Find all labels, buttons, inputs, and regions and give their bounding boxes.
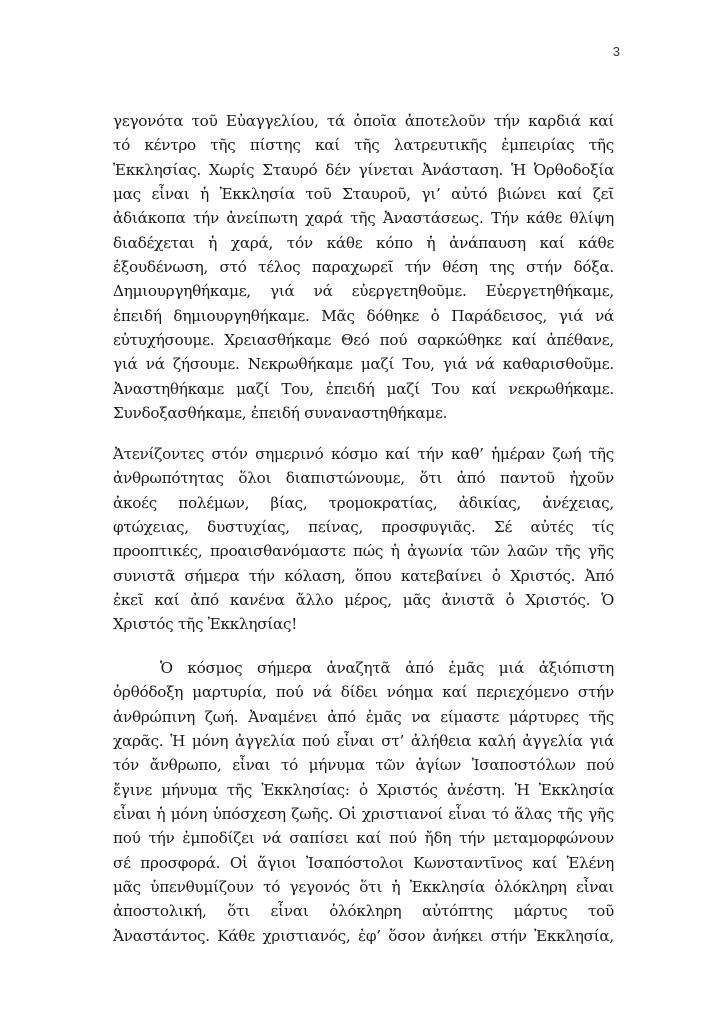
text-line: ἔγινε μήνυμα τῆς Ἐκκλησίας: ὁ Χριστός ἀνέστη. Ἡ Ἐκκλησία [113,780,614,799]
text-line: εἶναι ἡ μόνη ὑπόσχεση ζωῆς. Οἱ χριστιανοί εἶναι τό ἅλας τῆς γῆς [113,805,614,824]
text-line: ὀρθόδοξη μαρτυρία, πού νά δίδει νόημα καί περιεχόμενο στήν [113,683,614,702]
paragraph [113,656,614,948]
paragraph [113,442,614,637]
page-number: 3 [612,44,620,59]
text-line: σέ προσφορά. Οἱ ἅγιοι Ἰσαπόστολοι Κωνσταντῖνος καί Ἑλένη [113,853,614,872]
text-line: Ἀναστηθήκαμε μαζί Του, ἐπειδή μαζί Του καί νεκρωθήκαμε. [113,379,614,398]
text-line: διαδέχεται ἡ χαρά, τόν κάθε κόπο ἡ ἀνάπαυση καί κάθε [113,233,614,252]
text-line: εὐτυχήσουμε. Χρειασθήκαμε Θεό πού σαρκώθηκε καί ἀπέθανε, [113,331,614,350]
text-line: γιά νά ζήσουμε. Νεκρωθήκαμε μαζί Του, γιά νά καθαρισθοῦμε. [113,355,614,374]
text-line: ἀποστολική, ὅτι εἶναι ὁλόκληρη αὐτόπτης μάρτυς τοῦ [113,902,614,921]
text-line: φτώχειας, δυστυχίας, πείνας, προσφυγιᾶς. Σέ αὐτές τίς [113,518,614,537]
text-line: χαρᾶς. Ἡ μόνη ἀγγελία πού εἶναι στ’ ἀλήθεια καλή ἀγγελία γιά [113,732,614,751]
text-line: ἐκεῖ καί ἀπό κανένα ἄλλο μέρος, μᾶς ἀνιστᾶ ὁ Χριστός. Ὁ [113,591,614,610]
text-line: προοπτικές, προαισθανόμαστε πώς ἡ ἀγωνία τῶν λαῶν τῆς γῆς [113,542,614,561]
text-line: ἀνθρώπινη ζωή. Ἀναμένει ἀπό ἐμᾶς να είμαστε μάρτυρες τῆς [113,707,614,726]
text-line: ἀκοές πολέμων, βίας, τρομοκρατίας, ἀδικίας, ἀνέχειας, [113,493,614,512]
text-line: μᾶς ὑπενθυμίζουν τό γεγονός ὅτι ἡ Ἐκκλησία ὁλόκληρη εἶναι [113,878,614,897]
text-line: πού τήν ἐμποδίζει νά σαπίσει καί πού ἤδη τήν μεταμορφώνουν [113,829,614,848]
text-line: τό κέντρο τῆς πίστης καί τῆς λατρευτικῆς ἐμπειρίας τῆς [113,136,614,155]
text-line: τόν ἄνθρωπο, εἶναι τό μήνυμα τῶν ἁγίων Ἰσαποστόλων πού [113,756,614,775]
text-line: γεγονότα τοῦ Εὐαγγελίου, τά ὁποῖα ἀποτελοῦν τήν καρδιά καί [113,112,614,130]
text-line: ἐξουδένωση, στό τέλος παραχωρεῖ τήν θέση της στήν δόξα. [113,258,614,277]
text-line: Ἀναστάντος. Κάθε χριστιανός, ἐφ’ ὅσον ἀνήκει στήν Ἐκκλησία, [113,926,614,945]
text-line: ἐπειδή δημιουργηθήκαμε. Μᾶς δόθηκε ὁ Παράδεισος, γιά νά [113,306,614,325]
text-line: μας εἶναι ἡ Ἐκκλησία τοῦ Σταυροῦ, γι’ αὐτό βιώνει καί ζεῖ [113,185,614,204]
text-line: Ἐκκλησίας. Χωρίς Σταυρό δέν γίνεται Ἀνάσταση. Ἡ Ὀρθοδοξία [113,160,614,179]
text-line: Συνδοξασθήκαμε, ἐπειδή συναναστηθήκαμε. [113,404,448,423]
text-line: ἀδιάκοπα τήν ἀνείπωτη χαρά τῆς Ἀναστάσεως. Τήν κάθε θλίψη [113,209,614,228]
text-line: ἀνθρωπότητας ὅλοι διαπιστώνουμε, ὅτι ἀπό παντοῦ ἠχοῦν [113,469,614,488]
text-line: συνιστᾶ σήμερα τήν κόλαση, ὅπου κατεβαίνει ὁ Χριστός. Ἀπό [113,566,614,585]
text-line: Δημιουργηθήκαμε, γιά νά εὐεργετηθοῦμε. Εὐεργετηθήκαμε, [113,282,614,301]
paragraph [113,109,614,425]
text-line: Ἀτενίζοντες στόν σημερινό κόσμο καί τήν καθ’ ἡμέραν ζωή τῆς [113,445,614,463]
text-line: Ὁ κόσμος σήμερα ἀναζητᾶ ἀπό ἐμᾶς μιά ἀξιόπιστη [160,659,614,677]
text-line: Χριστός τῆς Ἐκκλησίας! [113,615,298,634]
